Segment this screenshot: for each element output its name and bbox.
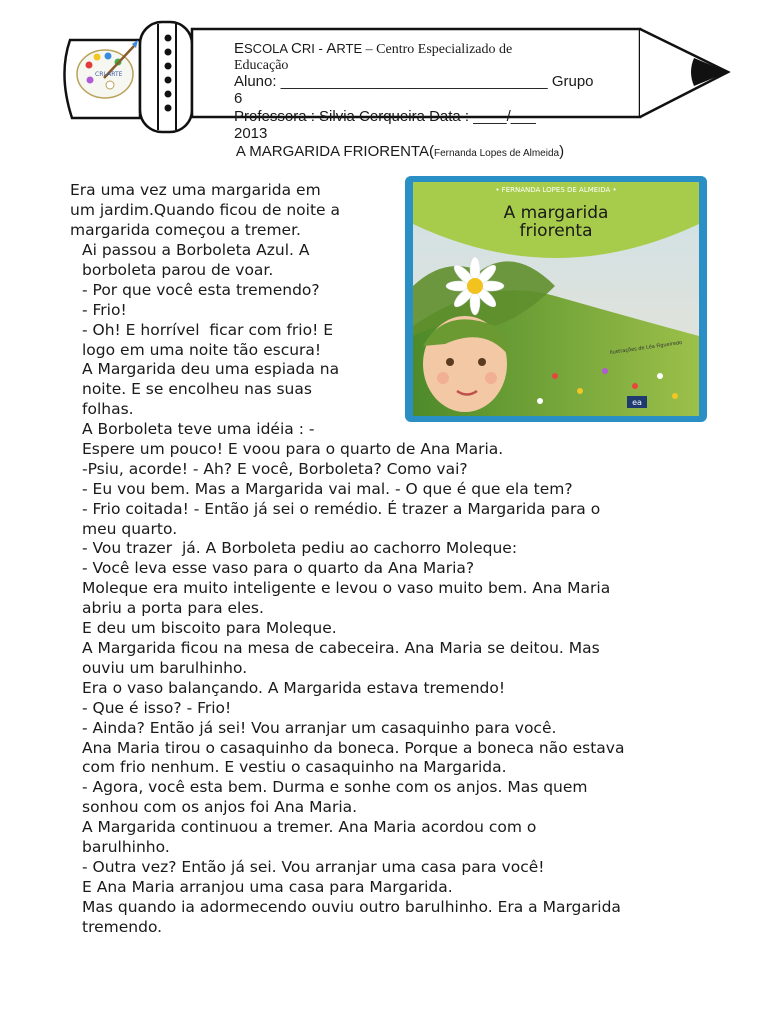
- cover-illustrator: Ilustrações de Léa Figueiredo: [609, 339, 683, 356]
- story-intro: Era uma vez uma margarida em um jardim.Quando ficou de noite a margarida começou a tremer.: [70, 181, 340, 239]
- student-line: Aluno: ________________________________ Grupo 6: [234, 73, 594, 107]
- book-cover-image: [405, 176, 707, 422]
- school-name: ESCOLA CRI - ARTE – Centro Especializado de Educação: [234, 40, 513, 73]
- cover-title-line2: friorenta: [519, 221, 593, 241]
- cover-author: • FERNANDA LOPES DE ALMEIDA •: [495, 186, 617, 194]
- story-side-text: Ai passou a Borboleta Azul. A borboleta parou de voar. - Por que você esta tremendo? - Frio! - Oh! E horrível ficar com frio! E logo em uma noite tão escura! A Margarida deu uma espiada na noite. E se encolheu nas suas folhas.: [82, 241, 340, 419]
- daisy-icon: [446, 257, 504, 315]
- publisher-logo: ea: [632, 398, 642, 407]
- cover-title-line1: A margarida: [503, 203, 609, 223]
- logo-text: CRI-ARTE: [95, 71, 123, 78]
- teacher-date-line: Professora : Silvia Cerqueira Data : ____/___ 2013: [234, 108, 536, 142]
- title-author: Fernanda Lopes de Almeida: [433, 148, 560, 159]
- story-main-text: A Borboleta teve uma idéia : - Espere um pouco! E voou para o quarto de Ana Maria. -Psiu, acorde! - Ah? E você, Borboleta? Como vai? - Eu vou bem. Mas a Margarida vai mal. - O que é que ela tem? - Frio coitada! - Então já sei o remédio. É trazer a Margarida para o meu quarto. - Vou trazer já. A Borboleta pediu ao cachorro Moleque: - Você leva esse vaso para o quarto da Ana Maria? Moleque era muito inteligente e levou o vaso muito bem. Ana Maria abriu a porta para eles. E deu um biscoito para Moleque. A Margarida ficou na mesa de cabeceira. Ana Maria se deitou. Mas ouviu um barulhinho. Era o vaso balançando. A Margarida estava tremendo! - Que é isso? - Frio! - Ainda? Então já sei! Vou arranjar um casaquinho para você. Ana Maria tirou o casaquinho da boneca. Porque a boneca não estava com frio nenhum. E vestiu o casaquinho na Margarida. - Agora, você esta bem. Durma e sonhe com os anjos. Mas quem sonhou com os anjos foi Ana Maria. A Margarida continuou a tremer. Ana Maria acordou com o barulhinho. - Outra vez? Então já sei. Vou arranjar uma casa para você! E Ana Maria arranjou uma casa para Margarida. Mas quando ia adormecendo ouviu outro barulhinho. Era a Margarida tremendo.: [82, 420, 625, 936]
- story-title: A MARGARIDA FRIORENTA(Fernanda Lopes de Almeida): [235, 143, 565, 160]
